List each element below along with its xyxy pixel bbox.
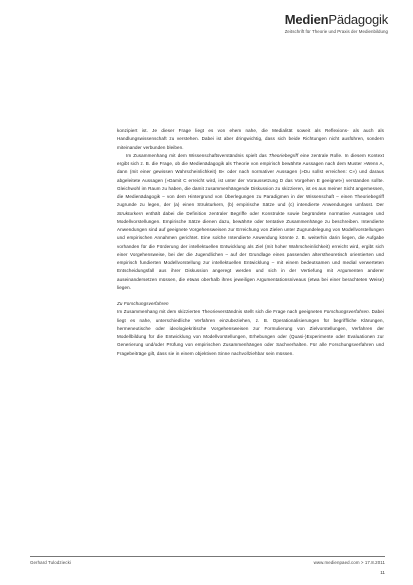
paragraph-1: konzipiert ist. Je dieser Frage liegt es von ehem nahe, die Medialität soweit als Reflexions- als auch als Handlungswissenschaft zu verstehen. Dabei ist aber dringwichtig, dass sich beide Richtungen nicht ausführen, sondern miteinander verbunden bleiben. [117, 128, 384, 150]
p2-emphasis-core: Strukturkern [117, 210, 143, 216]
section-heading: Zu Forschungsverfahren [117, 301, 169, 306]
p3-emphasis-methods: Forschungsverfahren [323, 309, 369, 315]
paragraph-2 [117, 152, 384, 292]
logo-subtitle: Zeitschrift für Theorie und Praxis der Medienbildung [284, 29, 388, 34]
article-body [117, 127, 384, 358]
paragraph-3 [117, 308, 384, 358]
logo-title-bold: Medien [284, 12, 329, 27]
footer-rule [30, 556, 385, 557]
p3-text-b: . Dabei liegt es nahe, unterschiedliche Verfahren einzubeziehen, z. B. Operationalisierungen für begriffliche Klärungen, hermeneutische oder ideologiekritische Vorgehensweisen zur Formulierung von Zielvorstellungen, Verfahren der Modellbildung für die Entwicklung von Modellvorstellungen, Erhebungen oder (Quasi-)Experimente oder Evaluationen zur Generierung und/oder Prüfung von empirischen Zusammenhängen oder Sachverhalten. Für alle Forschungsverfahren und Fragebeiträge gilt, dass sie in einem objektiven Sinne nachvollziehbar sein müssen. [117, 309, 384, 356]
footer-author: Gerhard Tulodziecki [30, 560, 71, 565]
logo-title-light: Pädagogik [328, 12, 388, 27]
p3-text-a: Im Zusammenhang mit dem skizzierten Theorieverständnis stellt sich die Frage nach geeigneten [117, 309, 324, 315]
page-number: 11 [380, 570, 385, 575]
p2-text-b: eine zentrale Rolle. In diesem Kontext ergibt sich z. B. die Frage, ob die Medienädagogik als Theorie von empirisch bewährte Aussagen nach dem Muster »Wenn A, dann (mit einer gewissen Wahrscheinlichkeit) B« oder nach normativer Aussagen (»Du sollst erreichen: C«) und daraus abgeleitete Aussagen (»Damit C erreicht wird, ist unter der Voraussetzung D das Vorgehen E geeignet«) verstanden sollte. Gleichwohl im Raum zu haben, die damit zusammenhängende Diskussion zu skizzieren, ist es aus meiner Sicht angemessen, die Medienädagogik – von dem Hintergrund von Überlegungen zu Paradigmen in der Wissenschaft – einen Theoriebegriff zugrunde zu legen, der (a) einen Strukturkern, (b) empirische Sätze und (c) intendierte Anwendungen umfasst. Der [117, 152, 384, 208]
journal-logo [285, 13, 388, 34]
p2-text-c: enthält dabei die Definition zentraler Begriffe oder Konstrukte sowie begründete normative Aussagen und Modellvorstellungen. Empirische Sätze dienen dazu, bewährte oder tentative Zusammenhänge zu beschreiben. Intendierte Anwendungen sind auf geeignete Vorgehensweisen zur Erreichung von Zielen unter Zugrundelegung von Modellvorstellungen und empirischen Annahmen gerichtet. Eine solche Intendierte Anwendung könnte z. B. weiterhin darin liegen, die Aufgabe vorhanden für die Förderung der intellektuellen Entwicklung als Ziel (mit hoher Wahrscheinlichkeit) erreicht wird, ergibt sich einer Vorgehensweise, bei der die Jugendlichen – auf der Grundlage eines passenden alterstheoretisch orientierten und empirisch fundierten Modellvorstellung zur intellektuellen Entwicklung – mit einem bedeutsamen und medial verwerteten Entscheidungsfall aus ihrer Diskussion angeregt werden und sich in der Vertiefung mit Argumenten anderer auseinandersetzen müssen, die etwas oberhalb ihres jeweiligen Argumentationsniveaus (etwa bei einer berachteten Weise) liegen. [117, 210, 384, 290]
p2-emphasis-theory: Theoriebegriff [268, 152, 299, 158]
footer-journal-url: www.medienpaed.com > 17.8.2011 [313, 560, 385, 565]
p2-text-a: Im Zusammenhang mit dem Wissenschaftsverständnis spielt das [126, 152, 269, 158]
logo-title [285, 13, 388, 27]
